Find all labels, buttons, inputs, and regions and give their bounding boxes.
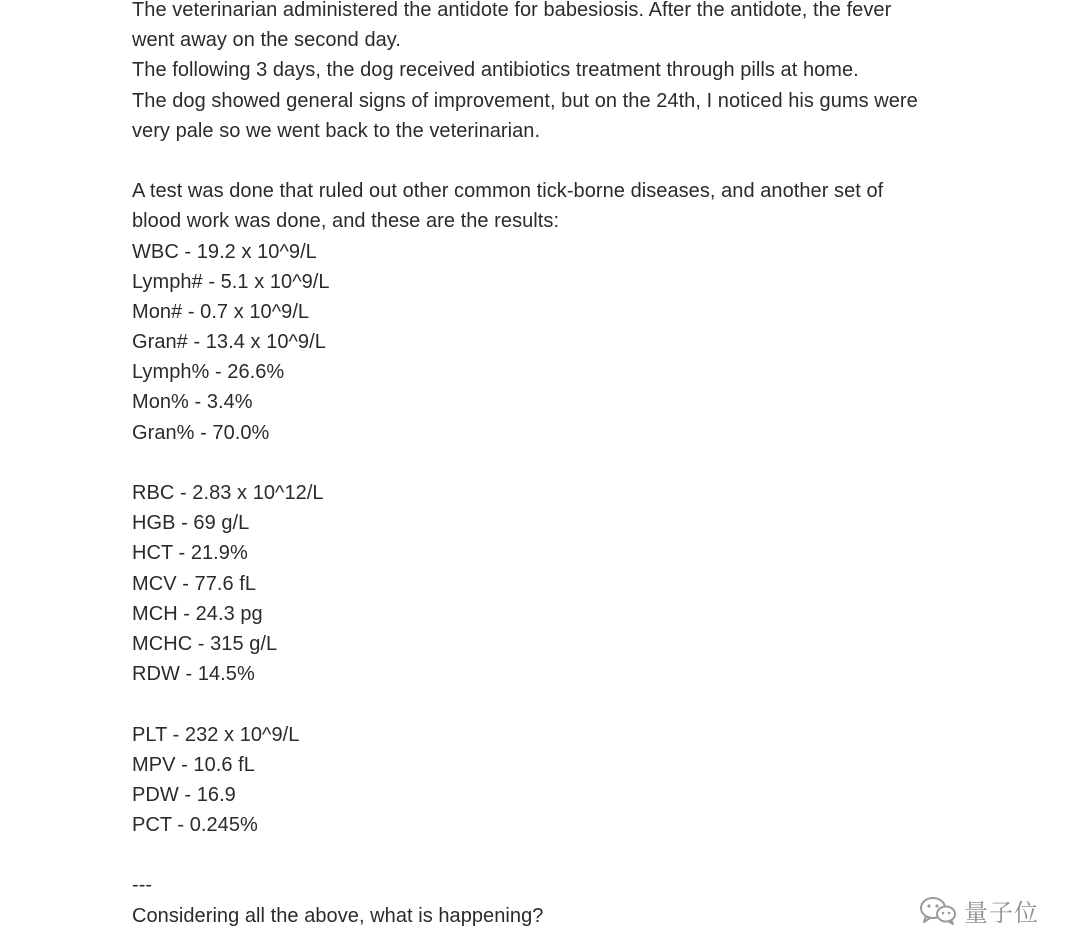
text-line: A test was done that ruled out other common tick-borne diseases, and another set of bbox=[132, 180, 884, 203]
result-line: MCV - 77.6 fL bbox=[132, 572, 257, 595]
result-line: PCT - 0.245% bbox=[132, 814, 258, 837]
paragraph-test bbox=[132, 176, 952, 236]
result-line: PDW - 16.9 bbox=[132, 783, 236, 806]
text-line: The dog showed general signs of improvement, but on the 24th, I noticed his gums were bbox=[132, 89, 918, 112]
spacer bbox=[132, 840, 952, 870]
question-line: Considering all the above, what is happening? bbox=[132, 904, 544, 927]
result-line: WBC - 19.2 x 10^9/L bbox=[132, 240, 317, 263]
result-line: Mon% - 3.4% bbox=[132, 391, 253, 414]
text-line: very pale so we went back to the veterinarian. bbox=[132, 119, 541, 142]
rbc-results bbox=[132, 478, 952, 689]
result-line: MPV - 10.6 fL bbox=[132, 753, 255, 776]
watermark bbox=[918, 893, 1039, 927]
text-line: went away on the second day. bbox=[132, 29, 401, 52]
result-line: RBC - 2.83 x 10^12/L bbox=[132, 482, 324, 504]
result-line: MCH - 24.3 pg bbox=[132, 602, 263, 625]
wbc-results bbox=[132, 237, 952, 448]
result-line: RDW - 14.5% bbox=[132, 663, 255, 686]
result-line: Lymph# - 5.1 x 10^9/L bbox=[132, 270, 330, 293]
spacer bbox=[132, 146, 952, 176]
result-line: PLT - 232 x 10^9/L bbox=[132, 723, 300, 746]
paragraph-treatment bbox=[132, 0, 952, 146]
result-line: Lymph% - 26.6% bbox=[132, 361, 285, 384]
plt-results bbox=[132, 720, 952, 841]
result-line: HGB - 69 g/L bbox=[132, 512, 250, 535]
separator: --- bbox=[132, 874, 153, 897]
text-line: The following 3 days, the dog received antibiotics treatment through pills at home. bbox=[132, 59, 859, 82]
watermark-text: 量子位 bbox=[964, 898, 1039, 927]
result-line: Gran# - 13.4 x 10^9/L bbox=[132, 331, 326, 354]
result-line: Gran% - 70.0% bbox=[132, 421, 270, 444]
spacer bbox=[132, 448, 952, 478]
result-line: HCT - 21.9% bbox=[132, 542, 248, 565]
text-line: The veterinarian administered the antidote for babesiosis. After the antidote, the fever bbox=[132, 0, 892, 21]
post-content bbox=[132, 0, 952, 927]
spacer bbox=[132, 689, 952, 719]
result-line: Mon# - 0.7 x 10^9/L bbox=[132, 300, 310, 323]
wechat-icon bbox=[918, 895, 958, 925]
result-line: MCHC - 315 g/L bbox=[132, 632, 278, 655]
text-line: blood work was done, and these are the results: bbox=[132, 210, 560, 233]
